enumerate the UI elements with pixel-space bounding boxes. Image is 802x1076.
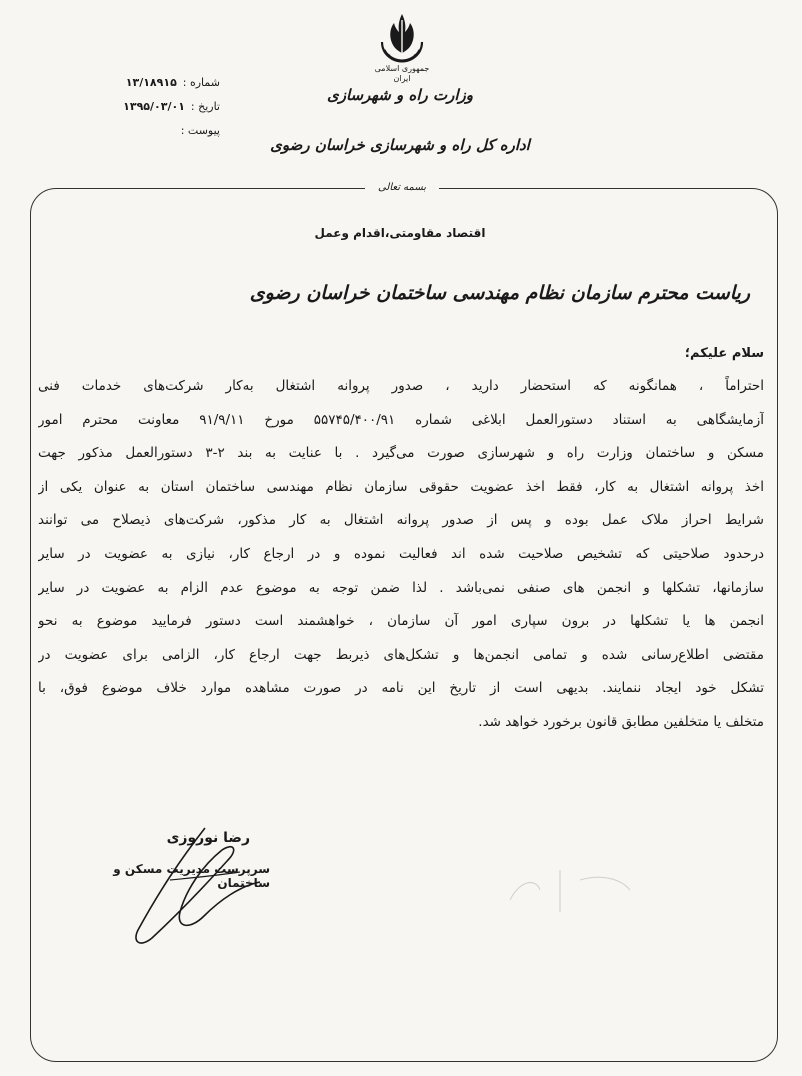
meta-date-value: ۱۳۹۵/۰۳/۰۱ <box>123 100 185 113</box>
meta-date <box>80 96 220 120</box>
emblem-caption: جمهوری اسلامی ایران <box>374 64 430 83</box>
meta-number-value: ۱۳/۱۸۹۱۵ <box>125 76 177 89</box>
slogan: اقتصاد مقاومتی،اقدام وعمل <box>314 226 486 240</box>
body-line: انجمن ها یا تشکلها در برون سپاری امور آن سازمان ، خواهشمند است دستور فرمایید موضوع به نحو <box>38 613 764 630</box>
body-line: متخلف یا متخلفین مطابق قانون برخورد خواهد شد. <box>478 713 764 730</box>
meta-number-label: شماره : <box>182 76 220 89</box>
letter-body <box>38 370 764 740</box>
bismillah: بسمه تعالی <box>365 178 439 198</box>
directorate-name: اداره کل راه و شهرسازی خراسان رضوی <box>270 136 530 154</box>
body-line: سازمانها، تشکلها و انجمن های صنفی نمی‌باشد . لذا ضمن توجه به موضوع عدم الزام به عضویت در سایر <box>38 579 764 596</box>
body-line: احتراماً ، همانگونه که استحضار دارید ، صدور پروانه اشتغال به‌کار شرکت‌های خدمات فنی <box>38 378 764 394</box>
signatory-title: سرپرست مدیریت مسکن و ساختمان <box>113 862 270 890</box>
meta-attachment <box>80 120 220 144</box>
meta-date-label: تاریخ : <box>190 100 220 113</box>
handwritten-signature <box>110 820 280 960</box>
body-line: درحدود صلاحیتی که تشخیص صلاحیت شده اند فعالیت نموده و در ارجاع کار، نیازی به عضویت در سایر <box>38 545 764 562</box>
meta-attachment-label: پیوست : <box>180 124 220 137</box>
body-line: مقتضی اطلاع‌رسانی شده و تمامی انجمن‌ها و تشکل‌های ذیربط جهت ارجاع کار، الزامی برای عضویت در <box>38 646 764 663</box>
signatory-name: رضا نوروزی <box>166 830 250 846</box>
iran-emblem-icon <box>378 10 426 64</box>
letter-meta <box>80 72 220 144</box>
body-line: شرایط احراز ملاک عمل بوده و پس از صدور پروانه اشتغال به کار مذکور، شرکت‌های ذیصلاح می توانند <box>38 512 764 529</box>
faint-stamp-mark <box>500 860 640 920</box>
emblem-logo <box>372 10 432 72</box>
body-line: اخذ پروانه اشتغال به کار، فقط اخذ عضویت حقوقی سازمان نظام مهندسی ساختمان استان به عنوان یکی از <box>38 478 764 495</box>
body-line: مسکن و ساختمان وزارت راه و شهرسازی صورت می‌گیرد . با عنایت به بند ۲-۳ دستورالعمل مذکور جهت <box>38 445 764 462</box>
ministry-name: وزارت راه و شهرسازی <box>326 86 474 104</box>
recipient: ریاست محترم سازمان نظام مهندسی ساختمان خراسان رضوی <box>249 282 750 304</box>
meta-number <box>80 72 220 96</box>
body-line: تشکل خود ایجاد ننمایند. بدیهی است از تاریخ این نامه در صورت مشاهده موارد خلاف موضوع فوق، با <box>38 680 764 697</box>
body-line: آزمایشگاهی به استناد دستورالعمل ابلاغی شماره ۵۵۷۴۵/۴۰۰/۹۱ مورخ ۹۱/۹/۱۱ معاونت محترم امور <box>38 411 764 428</box>
greeting: سلام علیکم؛ <box>684 346 764 361</box>
